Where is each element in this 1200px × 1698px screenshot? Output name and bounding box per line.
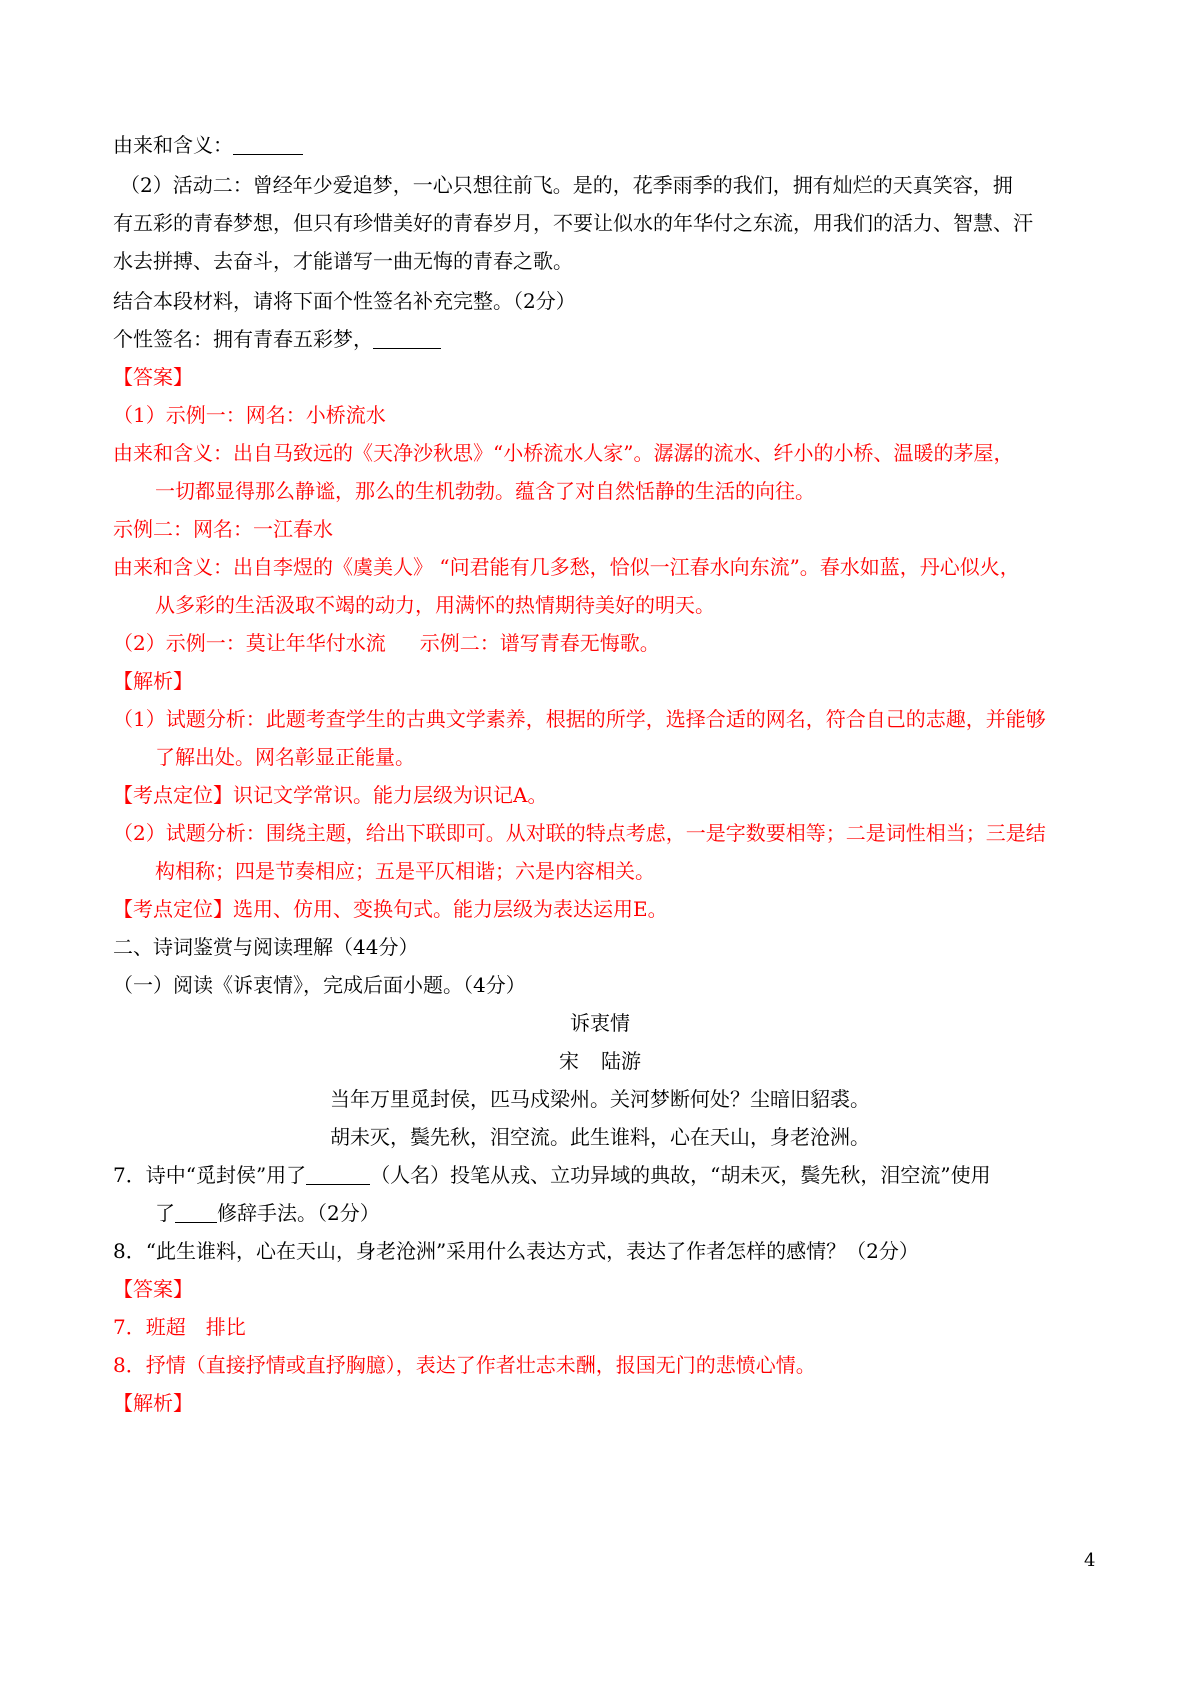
answer-8: 8．抒情（直接抒情或直抒胸臆），表达了作者壮志未酬，报国无门的悲愤心情。 — [113, 1353, 816, 1377]
answer-heading: 【答案】 — [113, 365, 193, 389]
question-8: 8．“此生谁料，心在天山，身老沧洲”采用什么表达方式，表达了作者怎样的感情？（2分） — [113, 1239, 919, 1263]
question-7-line-2: 了 修辞手法。（2分） — [155, 1201, 380, 1225]
analysis-heading: 【解析】 — [113, 669, 193, 693]
answer-part2: （2）示例一：莫让年华付水流 示例二：谱写青春无悔歌。 — [113, 631, 660, 655]
key-point-2: 【考点定位】选用、仿用、变换句式。能力层级为表达运用E。 — [113, 897, 668, 921]
analysis-heading-2: 【解析】 — [113, 1391, 193, 1415]
answer-blank — [233, 134, 303, 155]
analysis-part1-2: 了解出处。网名彰显正能量。 — [155, 745, 415, 769]
answer-blank — [175, 1202, 217, 1223]
instruction-line: 结合本段材料，请将下面个性签名补充完整。（2分） — [113, 289, 576, 313]
poem-author: 宋 陆游 — [559, 1049, 641, 1073]
poem-line-1: 当年万里觅封侯，匹马戍梁州。关河梦断何处？尘暗旧貂裘。 — [330, 1087, 870, 1111]
answer-example1-name: （1）示例一：网名：小桥流水 — [113, 403, 386, 427]
answer-example1-origin-1: 由来和含义：出自马致远的《天净沙秋思》“小桥流水人家”。潺潺的流水、纤小的小桥、温暖的茅屋， — [113, 441, 1014, 465]
answer-example2-origin-1: 由来和含义：出自李煜的《虞美人》 “问君能有几多愁，恰似一江春水向东流”。春水如蓝，丹心似火， — [113, 555, 1020, 579]
answer-heading-2: 【答案】 — [113, 1277, 193, 1301]
answer-blank — [373, 328, 441, 349]
activity2-line-1: （2）活动二：曾经年少爱追梦，一心只想往前飞。是的，花季雨季的我们，拥有灿烂的天真笑容，拥 — [120, 173, 1013, 197]
answer-7: 7．班超 排比 — [113, 1315, 246, 1339]
answer-example2-name: 示例二：网名：一江春水 — [113, 517, 333, 541]
analysis-part2-2: 构相称；四是节奏相应；五是平仄相谐；六是内容相关。 — [155, 859, 655, 883]
answer-blank — [306, 1164, 370, 1185]
answer-example1-origin-2: 一切都显得那么静谧，那么的生机勃勃。蕴含了对自然恬静的生活的向往。 — [155, 479, 815, 503]
section-title: 二、诗词鉴赏与阅读理解（44分） — [113, 935, 419, 959]
question-7-line-1: 7．诗中“觅封侯”用了 （人名）投笔从戎、立功异域的典故，“胡未灭，鬓先秋，泪空流”使用 — [113, 1163, 991, 1187]
analysis-part2-1: （2）试题分析：围绕主题，给出下联即可。从对联的特点考虑，一是字数要相等；二是词性相当；三是结 — [113, 821, 1046, 845]
poem-line-2: 胡未灭，鬓先秋，泪空流。此生谁料，心在天山，身老沧洲。 — [330, 1125, 870, 1149]
activity2-line-3: 水去拼搏、去奋斗，才能谱写一曲无悔的青春之歌。 — [113, 249, 573, 273]
activity2-line-2: 有五彩的青春梦想，但只有珍惜美好的青春岁月，不要让似水的年华付之东流，用我们的活力、智慧、汗 — [113, 211, 1033, 235]
poem-title: 诉衷情 — [570, 1011, 630, 1035]
answer-example2-origin-2: 从多彩的生活汲取不竭的动力，用满怀的热情期待美好的明天。 — [155, 593, 715, 617]
analysis-part1-1: （1）试题分析：此题考查学生的古典文学素养，根据的所学，选择合适的网名，符合自己的志趣，并能够 — [113, 707, 1046, 731]
part-instruction: （一）阅读《诉衷情》，完成后面小题。（4分） — [113, 973, 526, 997]
key-point-1: 【考点定位】识记文学常识。能力层级为识记A。 — [113, 783, 548, 807]
origin-line: 由来和含义： — [113, 131, 303, 159]
signature-line: 个性签名：拥有青春五彩梦， — [113, 325, 441, 353]
page-number: 4 — [1084, 1550, 1096, 1571]
